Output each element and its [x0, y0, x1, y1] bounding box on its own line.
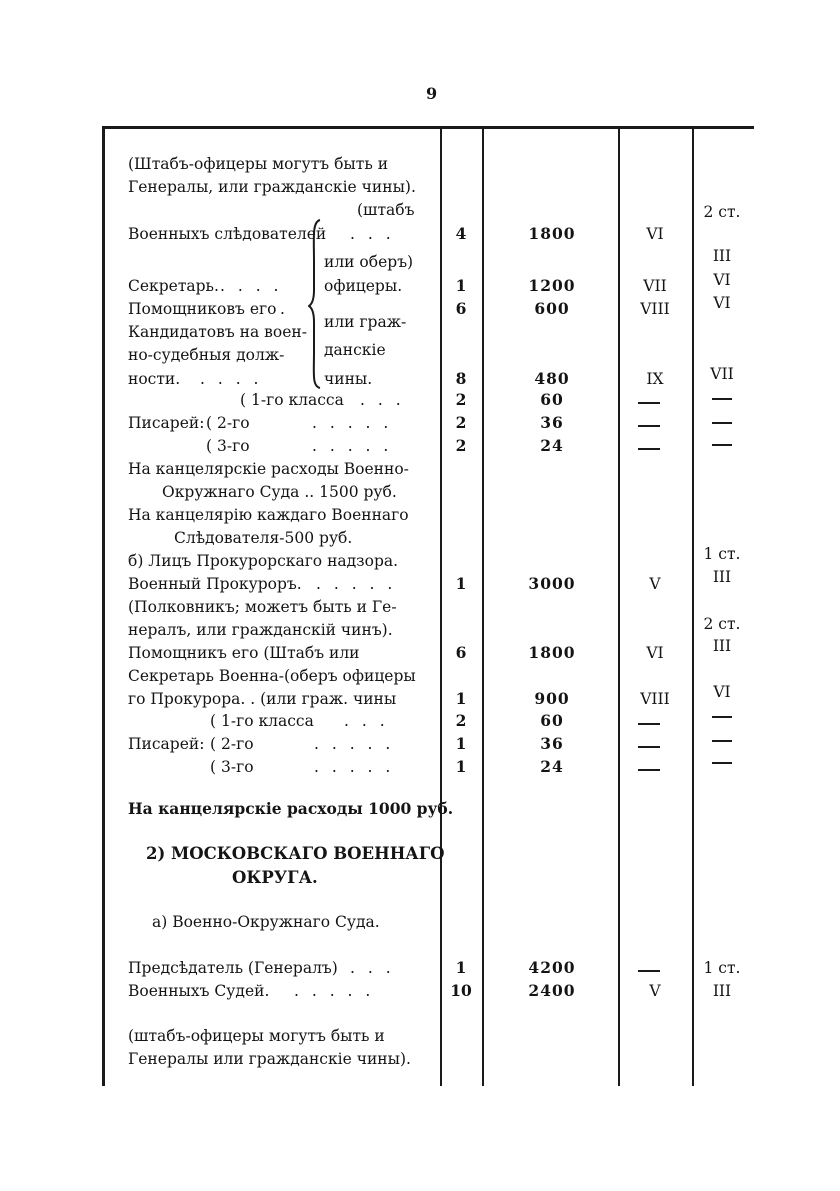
row-label: Военныхъ слѣдователей	[128, 225, 327, 243]
row-label: Кандидатовъ на воен-	[128, 323, 307, 341]
column-divider-salary	[482, 126, 484, 1086]
category-cell: 1 ст.	[703, 959, 741, 977]
dash-mark	[712, 444, 732, 446]
leader-dots: . . .	[350, 959, 395, 977]
salary-cell: 1800	[528, 224, 576, 243]
category-cell: 2 ст.	[703, 615, 741, 633]
dash-mark	[638, 970, 660, 972]
category-cell: VII	[710, 365, 734, 383]
count-cell: 1	[455, 689, 467, 708]
office-expenses-line: На канцелярію каждаго Военнаго	[128, 506, 409, 524]
category-cell: III	[712, 247, 732, 265]
leader-dots: .	[280, 300, 285, 318]
class-cell: V	[649, 575, 661, 593]
count-cell: 8	[455, 369, 467, 388]
salary-cell: 4200	[528, 958, 576, 977]
leader-dots: . . . .	[220, 277, 283, 295]
salary-cell: 1800	[528, 643, 576, 662]
count-cell: 10	[450, 981, 472, 1000]
note-line: (Полковникъ; можетъ быть и Ге-	[128, 598, 397, 616]
brace-note: или граж-	[324, 313, 407, 331]
category-cell: III	[712, 982, 732, 1000]
category-cell: III	[712, 637, 732, 655]
clerk-label: ( 2-го	[210, 735, 254, 753]
dash-mark	[638, 425, 660, 427]
row-label: Помощниковъ его	[128, 300, 277, 318]
count-cell: 1	[455, 574, 467, 593]
clerk-label: ( 1-го класса	[210, 712, 314, 730]
class-cell: V	[649, 982, 661, 1000]
leader-dots: . . . . .	[312, 437, 393, 455]
row-label: Секретарь.	[128, 277, 219, 295]
note-line: (штабъ-офицеры могутъ быть и	[128, 1027, 385, 1045]
salary-cell: 3000	[528, 574, 576, 593]
category-cell: III	[712, 568, 732, 586]
dash-mark	[712, 740, 732, 742]
brace-note: данскіе	[324, 341, 386, 359]
category-cell: VI	[713, 294, 731, 312]
category-cell: VI	[713, 271, 731, 289]
class-cell: VIII	[640, 690, 670, 708]
leader-dots: . . . . .	[312, 414, 393, 432]
leader-dots: . . . . .	[314, 735, 395, 753]
dash-mark	[712, 422, 732, 424]
class-cell: VI	[646, 225, 664, 243]
staff-table	[102, 126, 754, 1086]
note-line: Генералы или гражданскіе чины).	[128, 1050, 411, 1068]
column-divider-count	[440, 126, 442, 1086]
dash-mark	[638, 723, 660, 725]
office-expenses-line: Окружнаго Суда .. 1500 руб.	[162, 483, 397, 501]
count-cell: 2	[455, 413, 467, 432]
row-label: но-судебныя долж-	[128, 346, 285, 364]
dash-mark	[638, 448, 660, 450]
row-label: ности.	[128, 370, 181, 388]
clerk-label: ( 3-го	[206, 437, 250, 455]
class-cell: IX	[646, 370, 664, 388]
count-cell: 6	[455, 643, 467, 662]
note-line: нералъ, или гражданскій чинъ).	[128, 621, 393, 639]
row-label: Помощникъ его (Штабъ или	[128, 644, 360, 662]
brace-note: или оберъ)	[324, 253, 414, 271]
dash-mark	[712, 762, 732, 764]
dash-mark	[712, 716, 732, 718]
count-cell: 4	[455, 224, 467, 243]
count-cell: 6	[455, 299, 467, 318]
clerk-label: ( 3-го	[210, 758, 254, 776]
salary-cell: 2400	[528, 981, 576, 1000]
salary-cell: 480	[534, 369, 570, 388]
salary-cell: 1200	[528, 276, 576, 295]
row-label: Предсѣдатель (Генералъ)	[128, 959, 338, 977]
row-label: Военныхъ Судей.	[128, 982, 270, 1000]
brace-note: офицеры.	[324, 277, 403, 295]
leader-dots: . . . . .	[316, 575, 397, 593]
district-heading: ОКРУГА.	[232, 868, 318, 887]
class-cell: VIII	[640, 300, 670, 318]
salary-cell: 60	[540, 711, 564, 730]
count-cell: 2	[455, 390, 467, 409]
dash-mark	[638, 402, 660, 404]
office-expenses-line: Слѣдователя-500 руб.	[174, 529, 353, 547]
curly-brace-icon	[308, 218, 322, 390]
salary-cell: 24	[540, 757, 564, 776]
salary-cell: 60	[540, 390, 564, 409]
count-cell: 1	[455, 958, 467, 977]
count-cell: 1	[455, 757, 467, 776]
note-line: Генералы, или гражданскіе чины).	[128, 178, 416, 196]
salary-cell: 36	[540, 413, 564, 432]
count-cell: 2	[455, 711, 467, 730]
clerk-label: ( 1-го класса	[240, 391, 344, 409]
class-cell: VII	[643, 277, 667, 295]
leader-dots: . . .	[360, 391, 405, 409]
salary-cell: 36	[540, 734, 564, 753]
count-cell: 2	[455, 436, 467, 455]
leader-dots: . . . . .	[314, 758, 395, 776]
clerks-label: Писарей:	[128, 735, 205, 753]
clerk-label: ( 2-го	[206, 414, 250, 432]
clerks-label: Писарей:	[128, 414, 205, 432]
page-number: 9	[426, 84, 438, 103]
leader-dots: . . . . .	[294, 982, 375, 1000]
district-heading: 2) МОСКОВСКАГО ВОЕННАГО	[146, 844, 445, 863]
count-cell: 1	[455, 734, 467, 753]
column-divider-class	[618, 126, 620, 1086]
category-cell: 2 ст.	[703, 203, 741, 221]
category-cell: VI	[713, 683, 731, 701]
leader-dots: . . .	[350, 225, 395, 243]
salary-cell: 24	[540, 436, 564, 455]
row-label: Секретарь Военна-(оберъ офицеры	[128, 667, 416, 685]
office-expenses-line: На канцелярскіе расходы Военно-	[128, 460, 409, 478]
salary-cell: 900	[534, 689, 570, 708]
leader-dots: . . . .	[200, 370, 263, 388]
leader-dots: . . .	[344, 712, 389, 730]
category-cell: 1 ст.	[703, 545, 741, 563]
table-top-rule	[102, 126, 754, 129]
brace-note: чины.	[324, 370, 373, 388]
section-heading: б) Лицъ Прокурорскаго надзора.	[128, 552, 399, 570]
salary-cell: 600	[534, 299, 570, 318]
office-expenses-line: На канцелярскіе расходы 1000 руб.	[128, 799, 454, 818]
class-cell: VI	[646, 644, 664, 662]
table-left-border	[102, 126, 105, 1086]
count-cell: 1	[455, 276, 467, 295]
dash-mark	[712, 398, 732, 400]
row-label: Военный Прокуроръ.	[128, 575, 302, 593]
row-label: го Прокурора. . (или граж. чины	[128, 690, 397, 708]
note-line: (Штабъ-офицеры могутъ быть и	[128, 155, 389, 173]
brace-note: (штабъ	[357, 201, 415, 219]
section-heading: а) Военно-Окружнаго Суда.	[152, 913, 380, 931]
dash-mark	[638, 746, 660, 748]
dash-mark	[638, 769, 660, 771]
